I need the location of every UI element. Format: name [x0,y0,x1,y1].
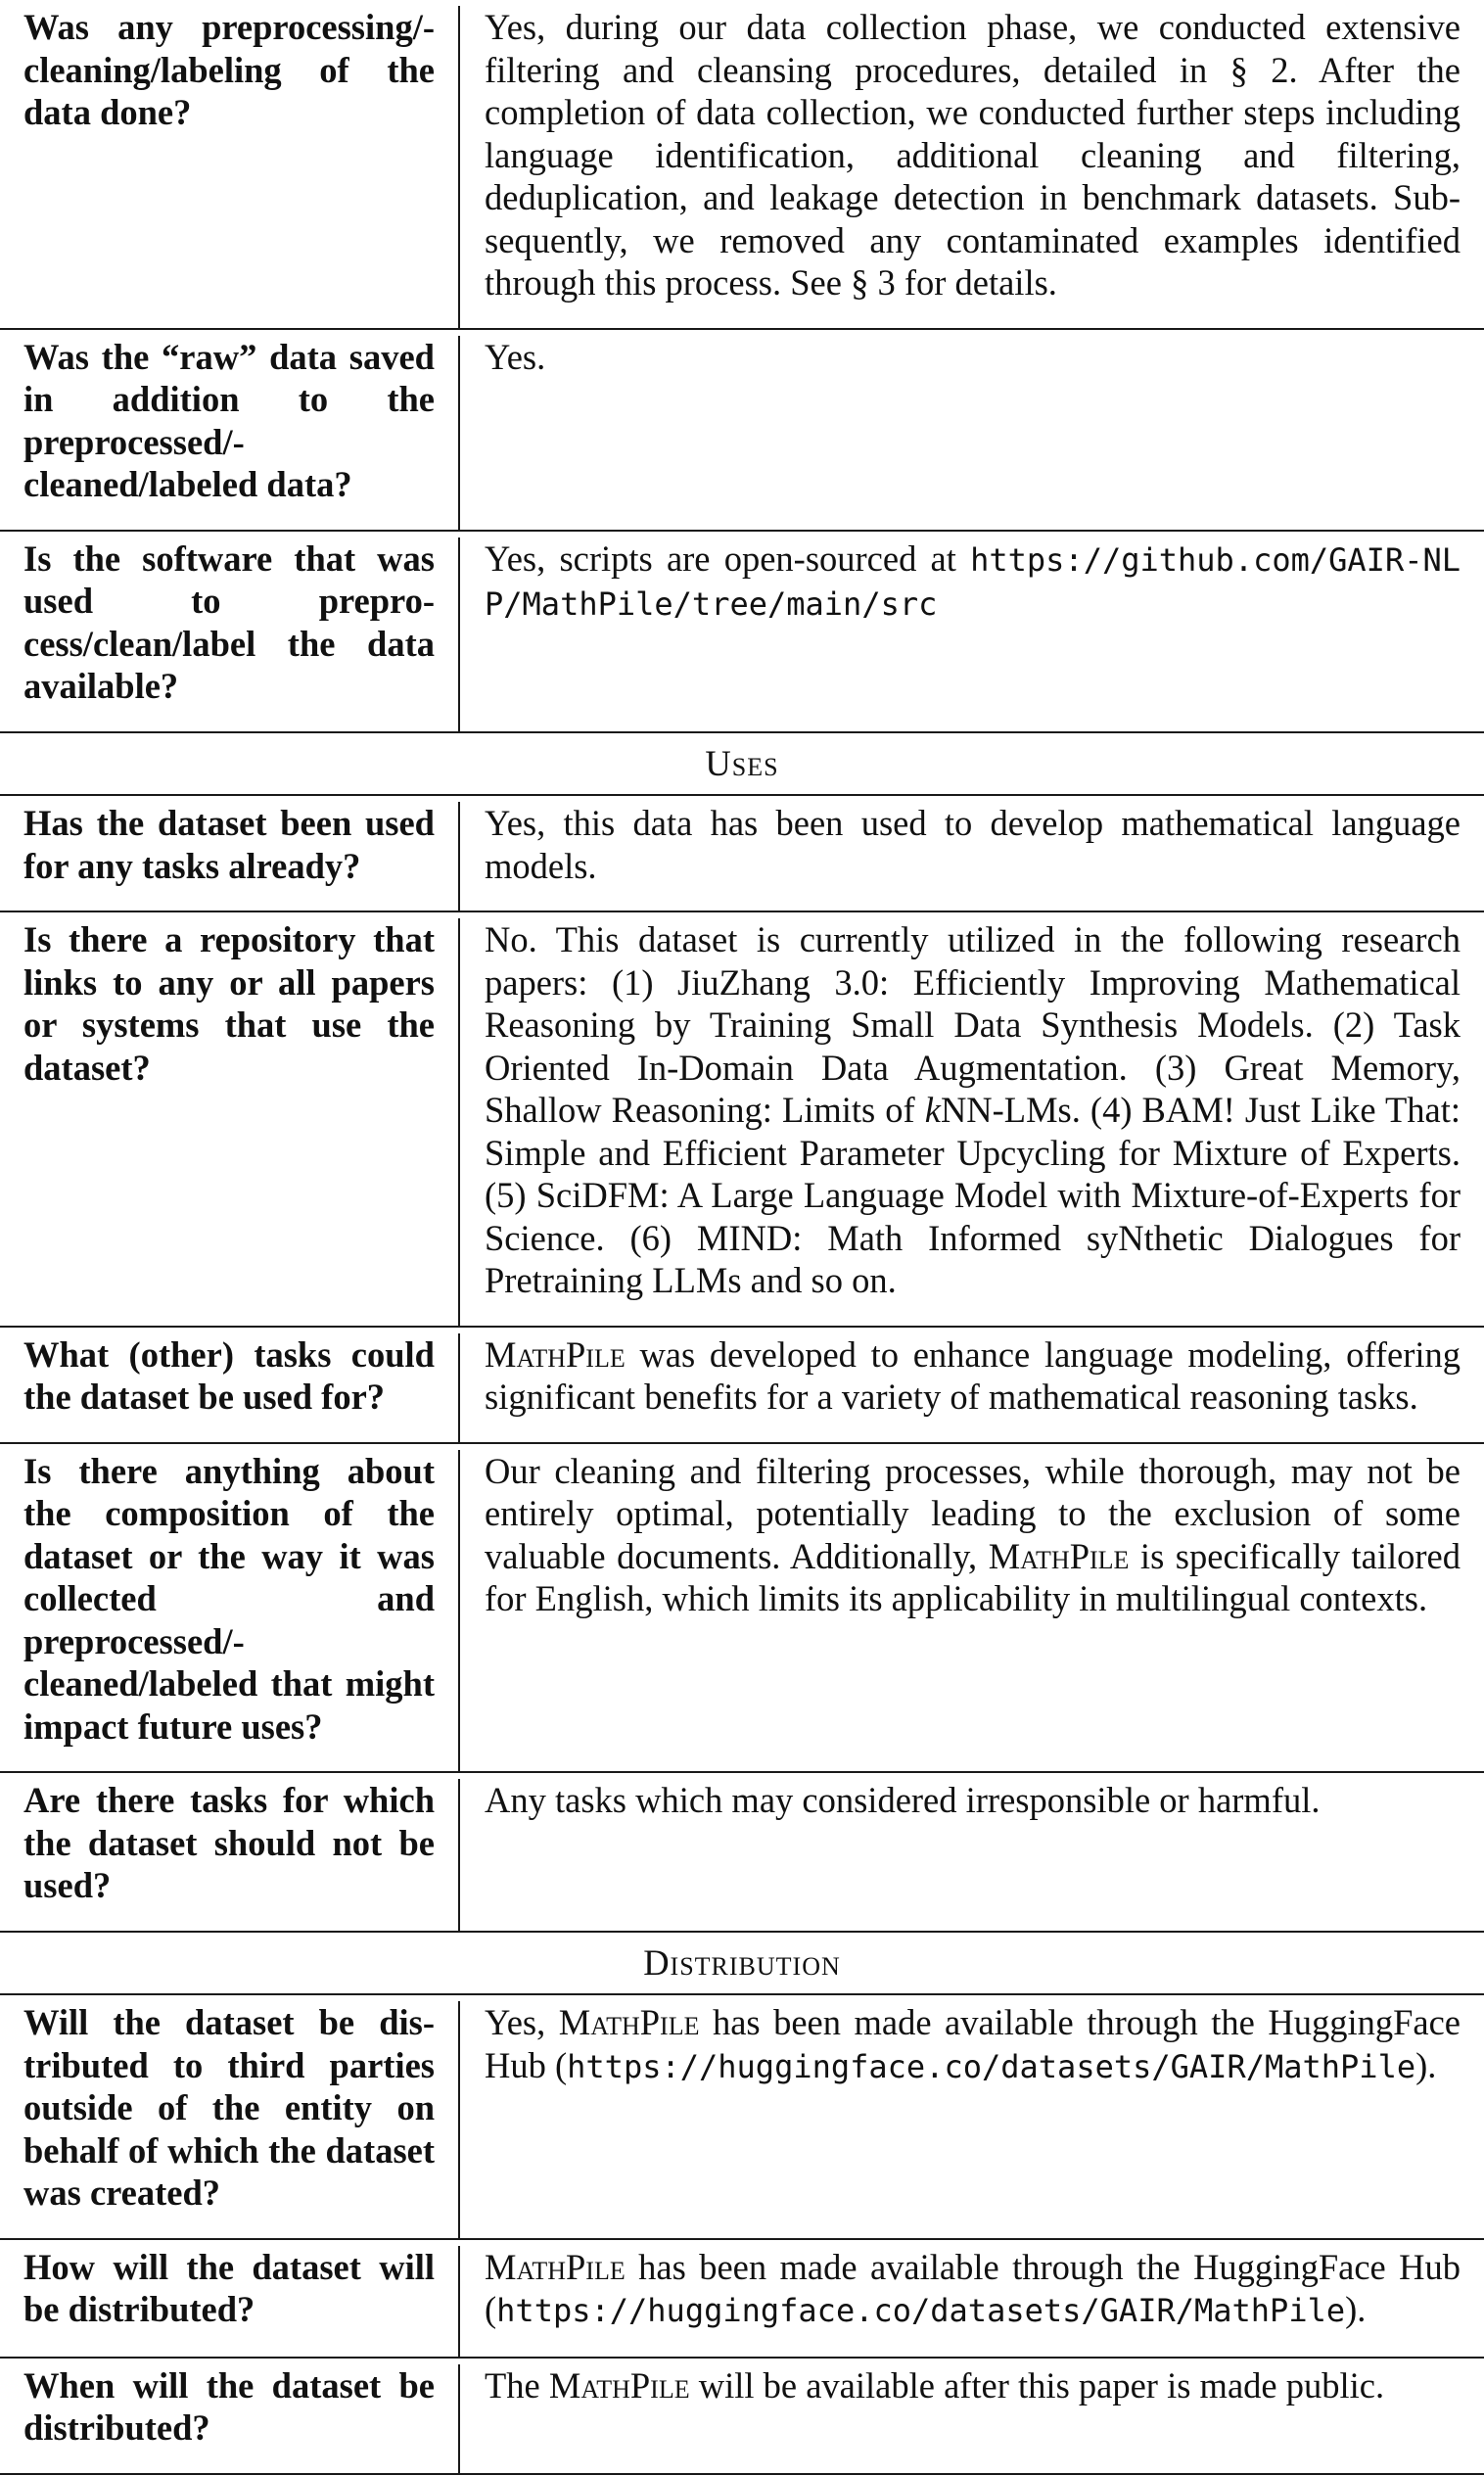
question-cell: What (other) tasks could the dataset be used for? [0,1333,460,1442]
section-heading: Uses [705,742,779,783]
table-row [0,0,1484,328]
answer-cell: Yes, during our data collection phase, we conducted extensive filtering and cleansing procedures, detailed in § 2. After the completion of data collection, we conducted further steps including language identification, additional cleaning and filtering, deduplication, and leakage detection in benchmark datasets. Subsequently, we removed any contaminated examples identified through this process. See § 3 for details. [485,7,1461,303]
answer-cell: Any tasks which may considered irresponsible or harmful. [485,1780,1321,1820]
row-divider [0,2473,1484,2475]
answer-cell: No. This dataset is currently utilized in the following research papers: (1) JiuZhang 3.0: Efficiently Improving Mathematical Reasoning by Training Small Data Synthesis Models. (2) Task Oriented In-Domain Data Augmentation. (3) Great Memory, Shallow Reasoning: Limits of kNN-LMs. (4) BAM! Just Like That: Simple and Efficient Parameter Upcycling for Mixture of Experts. (5) SciDFM: A Large Language Model with Mixture-of-Experts for Science. (6) MIND: Math Informed syNthetic Dialogues for Pretraining LLMs and so on. [485,919,1461,1300]
question-cell: Was any preprocessing/-cleaning/labeling of the data done? [0,6,460,328]
question-cell: Is there a repository that links to any or all papers or systems that use the dataset? [0,918,460,1326]
answer-cell: Yes, this data has been used to develop mathematical language models. [485,803,1461,886]
url-link[interactable]: https://huggingface.co/datasets/GAIR/MathPile [496,2292,1346,2329]
styled-text: MathPile [988,1535,1130,1576]
table-row [0,330,1484,530]
section-heading: Distribution [643,1941,841,1983]
table-row [0,532,1484,731]
table-row [0,1995,1484,2238]
table-row [0,1773,1484,1931]
table-row [0,1328,1484,1442]
styled-text: MathPile [558,2002,700,2042]
styled-text: k [924,1090,941,1130]
table-row [0,2359,1484,2473]
question-cell: Is the software that was used to preprocess/clean/label the data available? [0,537,460,731]
question-cell: Was the “raw” data saved in addition to the preprocessed/-cleaned/labeled data? [0,336,460,530]
question-cell: How will the dataset will be distributed? [0,2246,460,2357]
answer-cell: MathPile has been made available through the HuggingFace Hub (https://huggingface.co/datasets/GAIR/MathPile). [485,2246,1461,2329]
question-cell: Is there anything about the composition of the dataset or the way it was collected and preprocessed/-cleaned/labeled that might impact future uses? [0,1450,460,1772]
url-link[interactable]: https://github.com/GAIR-NLP/MathPile/tree/main/src [485,540,1461,623]
question-cell: Will the dataset be distributed to third parties outside of the entity on behalf of which the dataset was created? [0,2001,460,2238]
table-row [0,912,1484,1326]
answer-cell: Our cleaning and filtering processes, while thorough, may not be entirely optimal, potentially leading to the exclusion of some valuable documents. Additionally, MathPile is specifically tailored for English, which limits its applicability in multilingual contexts. [485,1450,1461,1618]
answer-cell: Yes, scripts are open-sourced at https://github.com/GAIR-NLP/MathPile/tree/main/src [485,537,1461,623]
styled-text: MathPile [485,1333,626,1375]
question-cell: Has the dataset been used for any tasks already? [0,802,460,911]
answer-cell: The MathPile will be available after this paper is made public. [485,2364,1385,2406]
table-row [0,1444,1484,1772]
url-link[interactable]: https://huggingface.co/datasets/GAIR/MathPile [567,2047,1416,2085]
styled-text: MathPile [485,2246,626,2287]
table-row [0,796,1484,911]
styled-text: MathPile [548,2364,690,2406]
table-row [0,2240,1484,2357]
answer-cell: Yes. [485,336,546,377]
answer-cell: MathPile was developed to enhance language modeling, offering significant benefits for a variety of mathematical reasoning tasks. [485,1333,1461,1417]
question-cell: When will the dataset be distributed? [0,2364,460,2473]
question-cell: Are there tasks for which the dataset should not be used? [0,1779,460,1931]
answer-cell: Yes, MathPile has been made available through the HuggingFace Hub (https://huggingface.co/datasets/GAIR/MathPile). [485,2002,1461,2085]
